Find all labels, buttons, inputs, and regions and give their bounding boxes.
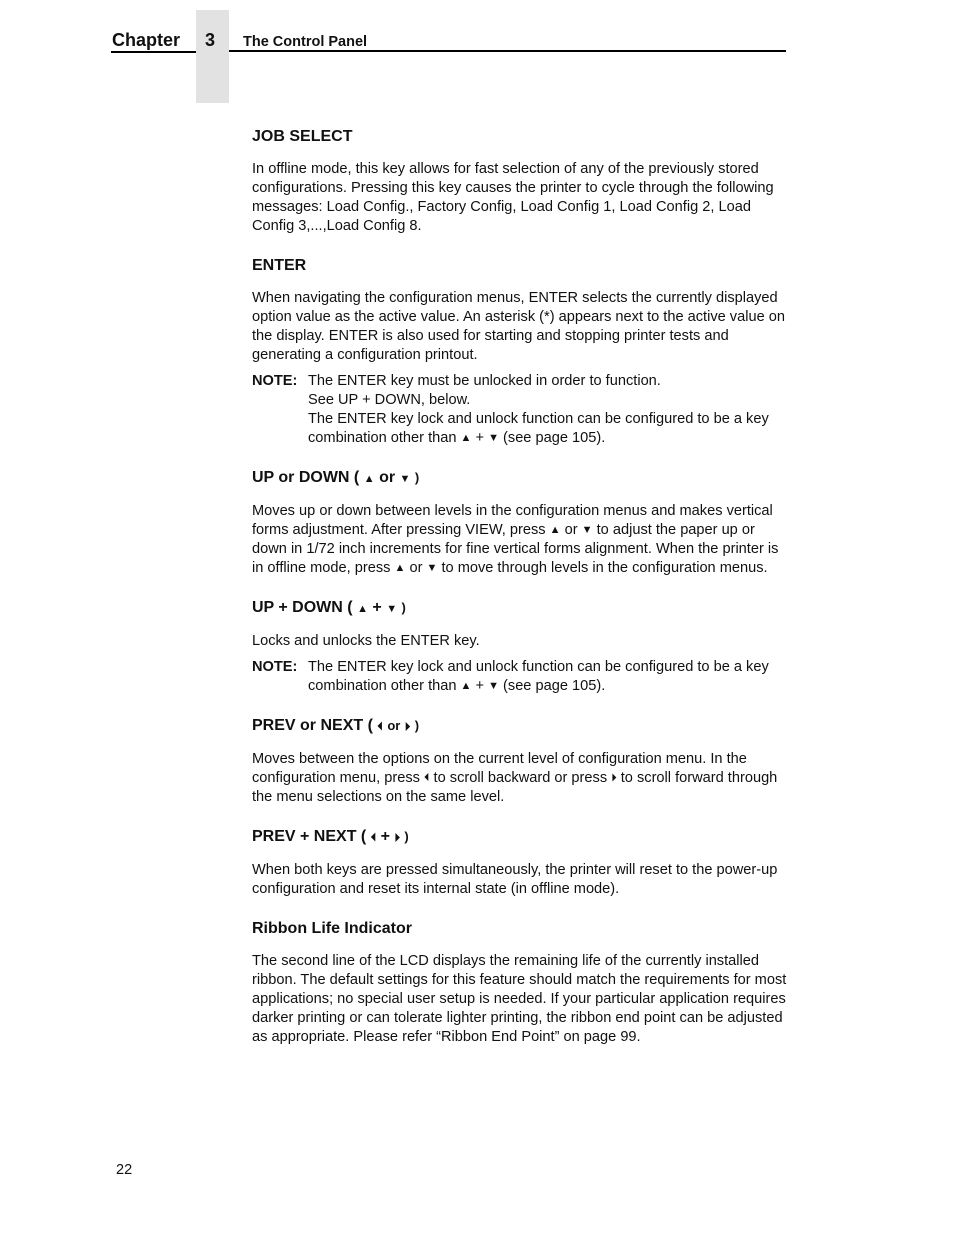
section-body: Moves up or down between levels in the configuration menus and makes vertical forms adjustment. After pressing VIEW, press ▲ or ▼ to adjust the paper up or down in 1/72 inch increments for fine vertical forms alignment. When the printer is in offline mode, press ▲ or ▼ to move through levels in the configuration menus. — [252, 503, 779, 576]
up-arrow-icon: ▲ — [460, 432, 472, 444]
right-arrow-icon: ⏵ — [394, 832, 400, 844]
section-job-select — [252, 127, 792, 236]
chapter-title: The Control Panel — [243, 34, 368, 50]
right-arrow-icon: ⏵ — [404, 721, 411, 733]
section-body: Moves between the options on the current level of configuration menu. In the configuration menu, press ⏴ to scroll backward or press ⏵ to scroll forward through the menu selections on the same level. — [252, 751, 778, 805]
down-arrow-icon: ▼ — [426, 562, 438, 574]
page-number: 22 — [116, 1162, 133, 1178]
section-up-or-down — [252, 468, 792, 578]
section-heading: UP or DOWN ( ▲ or ▼ ) — [252, 469, 420, 486]
chapter-tab — [196, 10, 229, 103]
up-arrow-icon: ▲ — [460, 680, 472, 692]
note-body — [308, 372, 792, 448]
note-label: NOTE: — [252, 373, 298, 389]
down-arrow-icon: ▼ — [399, 473, 411, 485]
section-heading: Ribbon Life Indicator — [252, 920, 412, 937]
section-heading: JOB SELECT — [252, 128, 353, 145]
note — [252, 658, 792, 696]
note-line: See UP + DOWN, below. — [308, 392, 471, 408]
header-rule-left — [111, 51, 196, 53]
section-heading: PREV + NEXT ( ⏴ + ⏵ ) — [252, 828, 409, 845]
section-heading: UP + DOWN ( ▲ + ▼ ) — [252, 599, 406, 616]
section-enter — [252, 256, 792, 448]
chapter-number: 3 — [205, 30, 216, 50]
note — [252, 372, 792, 448]
section-heading: ENTER — [252, 257, 307, 274]
left-arrow-icon: ⏴ — [370, 832, 377, 844]
section-ribbon-life — [252, 919, 792, 1047]
note-body: The ENTER key lock and unlock function can be configured to be a key combination other than ▲ + ▼ (see page 105). — [308, 659, 769, 694]
note-line: The ENTER key must be unlocked in order to function. — [308, 373, 661, 389]
up-arrow-icon: ▲ — [363, 473, 375, 485]
down-arrow-icon: ▼ — [386, 603, 398, 615]
up-arrow-icon: ▲ — [357, 603, 368, 615]
note-line: The ENTER key lock and unlock function can be configured to be a key combination other than ▲ + ▼ (see page 105). — [308, 411, 769, 446]
section-up-plus-down — [252, 598, 792, 696]
section-body: Locks and unlocks the ENTER key. — [252, 633, 480, 649]
section-body: When both keys are pressed simultaneously, the printer will reset to the power-up configuration and reset its internal state (in offline mode). — [252, 862, 778, 897]
section-body: When navigating the configuration menus, ENTER selects the currently displayed option value as the active value. An asterisk (*) appears next to the active value on the display. ENTER is also used for starting and stopping printer tests and generating a configuration printout. — [252, 290, 785, 363]
section-prev-or-next — [252, 716, 792, 807]
section-body: In offline mode, this key allows for fast selection of any of the previously stored configurations. Pressing this key causes the printer to cycle through the following messages: Load Config., Factory Config, Load Config 1, Load Config 2, Load Config 3,...,Load Config 8. — [252, 161, 774, 234]
note-label: NOTE: — [252, 659, 298, 675]
down-arrow-icon: ▼ — [488, 680, 499, 692]
section-prev-plus-next — [252, 827, 792, 899]
right-arrow-icon: ⏵ — [611, 772, 617, 784]
section-body: The second line of the LCD displays the remaining life of the currently installed ribbon. The default settings for this feature should match the requirements for most applications; no special user setup is needed. If your particular application requires darker printing or can tolerate lighter printing, the ribbon end point can be adjusted as appropriate. Please refer “Ribbon End Point” on page 99. — [252, 953, 787, 1045]
chapter-label: Chapter — [112, 30, 181, 50]
down-arrow-icon: ▼ — [581, 524, 593, 536]
left-arrow-icon: ⏴ — [377, 721, 383, 733]
page-content — [252, 127, 792, 1067]
up-arrow-icon: ▲ — [549, 524, 561, 536]
section-heading: PREV or NEXT ( ⏴ or ⏵ ) — [252, 717, 420, 734]
header-rule-right — [229, 50, 786, 52]
left-arrow-icon: ⏴ — [423, 772, 430, 784]
up-arrow-icon: ▲ — [394, 562, 406, 574]
down-arrow-icon: ▼ — [488, 432, 499, 444]
